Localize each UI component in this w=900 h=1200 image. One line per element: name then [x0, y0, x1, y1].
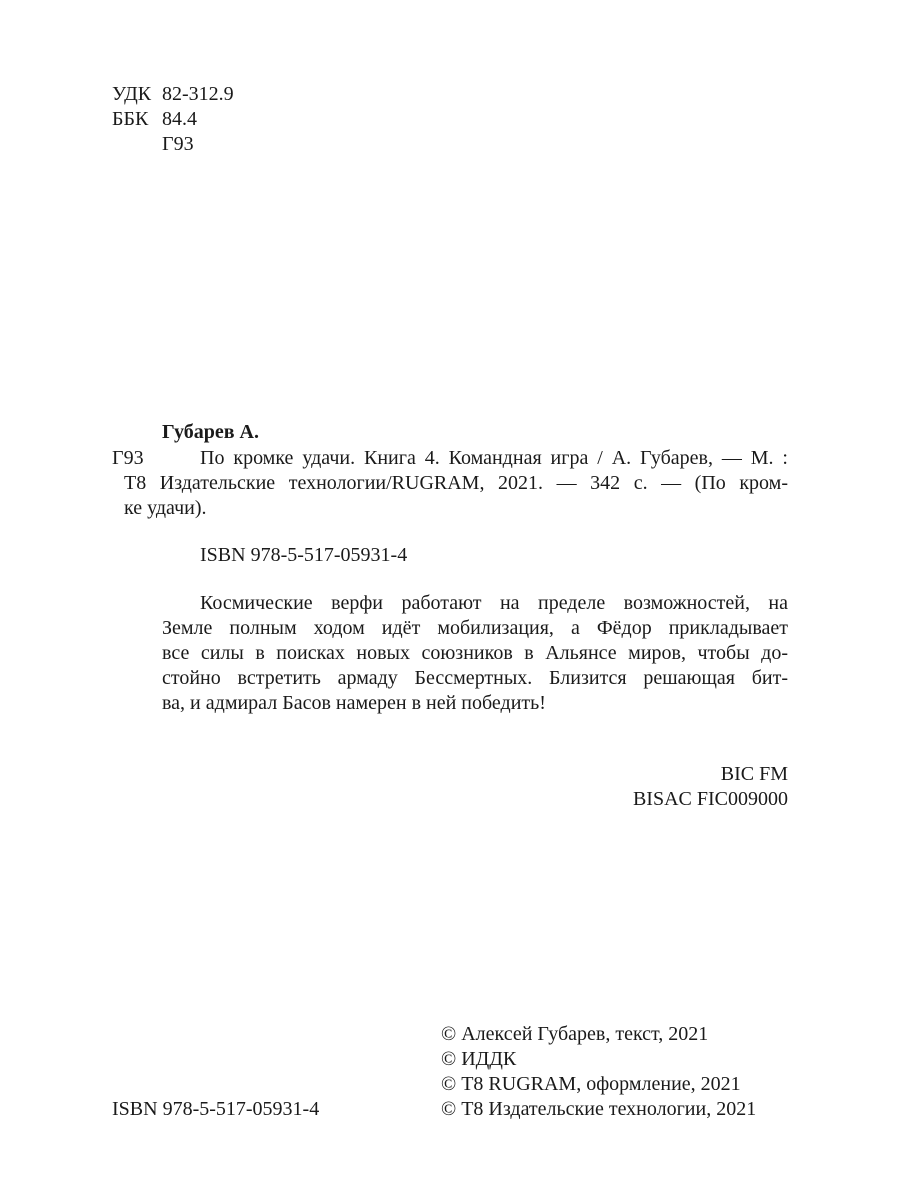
- catalog-line: Т8 Издательские технологии/RUGRAM, 2021. — 342 с. — (По кром-: [124, 472, 788, 494]
- annotation-line: Космические верфи работают на пределе возможностей, на: [200, 592, 788, 614]
- copyright-block: [441, 1022, 756, 1122]
- author-sign-row: [112, 132, 194, 157]
- bbk-value: 84.4: [162, 108, 197, 130]
- udk-label: УДК: [112, 83, 152, 105]
- author-sign-value: Г93: [162, 133, 194, 155]
- annotation-line: Земле полным ходом идёт мобилизация, а Фёдор прикладывает: [162, 617, 788, 639]
- udk-row: [112, 82, 234, 107]
- copyright-line: © Алексей Губарев, текст, 2021: [441, 1023, 709, 1045]
- bbk-label: ББК: [112, 108, 149, 130]
- catalog-line: По кромке удачи. Книга 4. Командная игра / А. Губарев, — М. :: [200, 447, 788, 469]
- catalog-line: ке удачи).: [124, 497, 207, 519]
- bic-code: BIC FM: [720, 763, 788, 785]
- isbn-main: ISBN 978-5-517-05931-4: [200, 544, 408, 566]
- annotation: [162, 591, 788, 716]
- copyright-line: © Т8 RUGRAM, оформление, 2021: [441, 1073, 741, 1095]
- isbn-bottom: ISBN 978-5-517-05931-4: [112, 1098, 320, 1120]
- udk-value: 82-312.9: [162, 83, 234, 105]
- subject-codes: [560, 762, 788, 812]
- bisac-code: BISAC FIC009000: [632, 788, 788, 810]
- annotation-line: все силы в поисках новых союзников в Альянсе миров, чтобы до-: [162, 642, 788, 664]
- bbk-row: [112, 107, 197, 132]
- cutter-code: Г93: [112, 447, 144, 469]
- annotation-line: стойно встретить армаду Бессмертных. Близится решающая бит-: [162, 667, 788, 689]
- annotation-line: ва, и адмирал Басов намерен в ней победить!: [162, 692, 546, 714]
- author-name: Губарев А.: [162, 421, 259, 443]
- copyright-line: © Т8 Издательские технологии, 2021: [441, 1098, 757, 1120]
- copyright-line: © ИДДК: [441, 1048, 517, 1070]
